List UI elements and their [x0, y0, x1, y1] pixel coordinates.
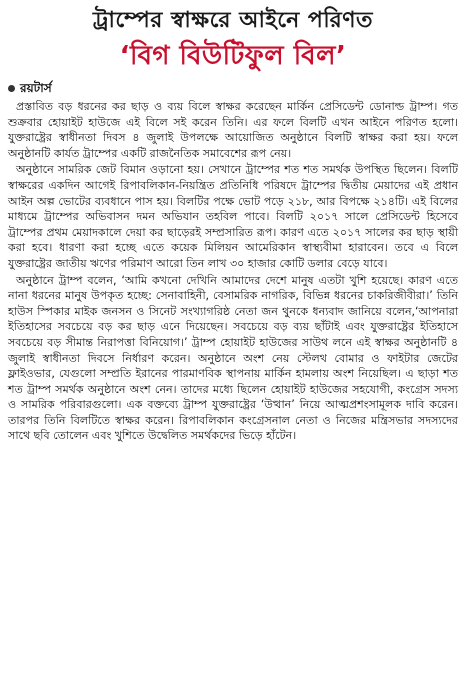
- paragraph: প্রস্তাবিত বড় ধরনের কর ছাড় ও ব্যয় বিলে স্বাক্ষর করেছেন মার্কিন প্রেসিডেন্ট ডোনাল্ড ট্রাম্প। গত শুক্রবার হোয়াইট হাউজে এই বিলে সই করেন তিনি। এর ফলে বিলটি এখন আইনে পরিণত হলো। যুক্তরাষ্ট্রের স্বাধীনতা দিবস ৪ জুলাই উপলক্ষে আয়োজিত অনুষ্ঠানে বিলটি স্বাক্ষর করা হয়। ফলে অনুষ্ঠানটি কার্যত ট্রাম্পের একটি রাজনৈতিক সমাবেশের রূপ নেয়।: [8, 100, 458, 160]
- article-body: [8, 99, 458, 444]
- headline-line-2: ‘বিগ বিউটিফুল বিল’: [119, 41, 347, 71]
- source-byline: [8, 80, 458, 96]
- paragraph: অনুষ্ঠানে ট্রাম্প বলেন, ‘আমি কখনো দেখিনি আমাদের দেশে মানুষ এতটা খুশি হয়েছে। কারণ এতে নানা ধরনের মানুষ উপকৃত হচ্ছে: সেনাবাহিনী, বেসামরিক নাগরিক, বিভিন্ন ধরনের চাকরিজীবীরা।’ তিনি হাউস স্পিকার মাইক জনসন ও সিনেট সংখ্যাগরিষ্ঠ নেতা জন থুনকে ধন্যবাদ জানিয়ে বলেন,‘আপনারা ইতিহাসের সবচেয়ে বড় কর ছাড় এনে দিয়েছেন। সবচেয়ে বড় ব্যয় ছাঁটাই এবং যুক্তরাষ্ট্রের ইতিহাসে সবচেয়ে বড় সীমান্ত নিরাপত্তা বিনিয়োগ।’ ট্রাম্প হোয়াইট হাউজের সাউথ লনে এই স্বাক্ষর অনুষ্ঠানটি ৪ জুলাই স্বাধীনতা দিবসে নির্ধারণ করেন। অনুষ্ঠানে অংশ নেয় স্টেলথ বোমার ও ফাইটার জেটের ফ্লাইওভার, যেগুলো সম্প্রতি ইরানের পারমাণবিক স্থাপনায় মার্কিন হামলায় অংশ নিয়েছিল। এ ছাড়া শত শত ট্রাম্প সমর্থক অনুষ্ঠানে অংশ নেন। তাদের মধ্যে ছিলেন হোয়াইট হাউজের সহযোগী, কংগ্রেস সদস্য ও সামরিক পরিবারগুলো। এক বক্তব্যে ট্রাম্প যুক্তরাষ্ট্রের ‘উত্থান’ নিয়ে আত্মপ্রশংসামূলক দাবি করেন। তারপর তিনি বিলটিতে স্বাক্ষর করেন। রিপাবলিকান কংগ্রেসনাল নেতা ও নিজের মন্ত্রিসভার সদস্যদের সাথে ছবি তোলেন এবং খুশিতে উদ্বেলিত সমর্থকদের ভিড়ে হাঁটেন।: [8, 273, 458, 443]
- headline-line-1: ট্রাম্পের স্বাক্ষরে আইনে পরিণত: [92, 8, 374, 33]
- source-name: রয়টার্স: [20, 81, 52, 95]
- paragraph: অনুষ্ঠানে সামরিক জেট বিমান ওড়ানো হয়। সেখানে ট্রাম্পের শত শত সমর্থক উপস্থিত ছিলেন। বিলটি স্বাক্ষরের একদিন আগেই রিপাবলিকান-নিয়ন্ত্রিত প্রতিনিধি পরিষদে ট্রাম্পের দ্বিতীয় মেয়াদের এই প্রধান আইন অল্প ভোটের ব্যবধানে পাস হয়। বিলটির পক্ষে ভোট পড়ে ২১৮, আর বিপক্ষে ২১৪টি। এই বিলের মাধ্যমে ট্রাম্পের অভিবাসন দমন অভিযান তহবিল পাবে। বিলটি ২০১৭ সালে প্রেসিডেন্ট হিসেবে ট্রাম্পের প্রথম মেয়াদকালে দেয়া কর ছাড়েরই সম্প্রসারিত রূপ। কারণ এতে ২০১৭ সালের কর ছাড় স্থায়ী করা হবে। ধারণা করা হচ্ছে এতে কয়েক মিলিয়ন আমেরিকান স্বাস্থ্যবীমা হারাবেন। তবে এ বিলে যুক্তরাষ্ট্রের জাতীয় ঋণের পরিমাণ আরো তিন লাখ ৩০ হাজার কোটি ডলার বেড়ে যাবে।: [8, 163, 458, 270]
- bullet-icon: [8, 85, 15, 92]
